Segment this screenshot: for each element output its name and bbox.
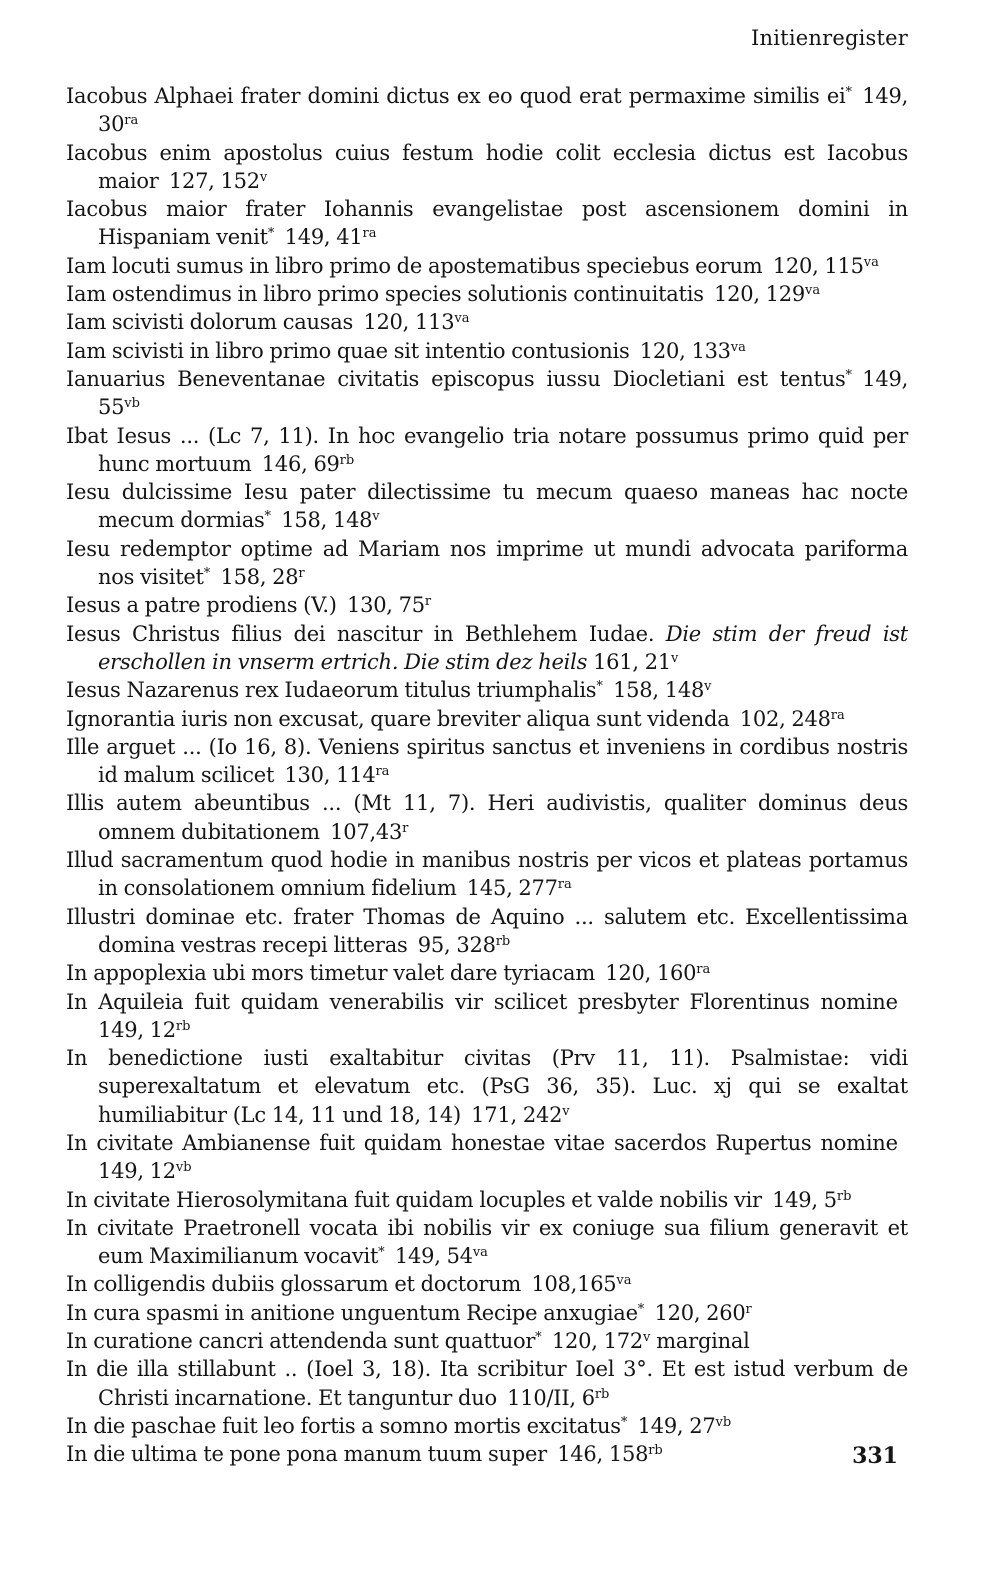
entry-text: Ianuarius Beneventanae civitatis episcopus iussu Diocletiani est tentus bbox=[66, 366, 846, 391]
asterisk-mark: * bbox=[596, 679, 603, 695]
folio-side-marker: vb bbox=[124, 396, 140, 412]
index-entry bbox=[66, 846, 908, 903]
entry-text: Illud sacramentum quod hodie in manibus nostris per vicos et plateas portamus in consolationem omnium fidelium bbox=[66, 848, 908, 901]
folio-side-marker: v bbox=[670, 650, 679, 666]
entry-text: Illis autem abeuntibus ... (Mt 11, 7). Heri audivistis, qualiter dominus deus omnem dubitationem bbox=[66, 791, 908, 844]
entry-text: In Aquileia fuit quidam venerabilis vir scilicet presbyter Florentinus nomine bbox=[66, 989, 898, 1014]
asterisk-mark: * bbox=[535, 1330, 542, 1346]
entry-reference: 130, 75 bbox=[346, 593, 425, 618]
folio-side-marker: ra bbox=[362, 226, 377, 242]
entry-reference: 149, 12 bbox=[98, 1017, 176, 1042]
entry-note: marginal bbox=[656, 1329, 750, 1354]
entry-reference: 120, 113 bbox=[363, 310, 455, 335]
entry-text: Iam ostendimus in libro primo species solutionis continuitatis bbox=[66, 282, 704, 307]
index-entry bbox=[66, 1186, 908, 1214]
asterisk-mark: * bbox=[267, 226, 275, 242]
folio-side-marker: v bbox=[642, 1330, 651, 1346]
entry-reference: 146, 158 bbox=[557, 1442, 649, 1467]
index-entry bbox=[66, 1299, 908, 1327]
entry-text: Iesus Nazarenus rex Iudaeorum titulus triumphalis bbox=[66, 678, 597, 703]
folio-side-marker: va bbox=[863, 254, 879, 270]
index-entry bbox=[66, 1270, 908, 1298]
folio-side-marker: rb bbox=[175, 1018, 191, 1034]
entry-text: In die ultima te pone pona manum tuum super bbox=[66, 1442, 547, 1467]
entry-text: In civitate Praetronell vocata ibi nobilis vir ex coniuge sua filium generavit et eum Maximilianum vocavit bbox=[66, 1215, 908, 1269]
entry-text: In die illa stillabunt .. (Ioel 3, 18). Ita scribitur Ioel 3°. Et est istud verbum de Christi incarnatione. Et tanguntur duo bbox=[66, 1357, 908, 1410]
folio-side-marker: r bbox=[424, 594, 432, 610]
entry-text: Iacobus Alphaei frater domini dictus ex eo quod erat permaxime similis ei bbox=[66, 84, 846, 108]
entry-italic-text: Die stim der freud ist erschollen in vnserm ertrich. Die stim dez heils bbox=[98, 621, 908, 674]
folio-side-marker: rb bbox=[836, 1188, 852, 1204]
entry-reference: 120, 133 bbox=[639, 338, 731, 363]
entry-text: Iesus Christus filius dei nascitur in Bethlehem Iudae. bbox=[66, 621, 655, 646]
index-entry bbox=[66, 535, 908, 592]
folio-side-marker: va bbox=[805, 283, 821, 299]
asterisk-mark: * bbox=[620, 1414, 628, 1430]
folio-side-marker: v bbox=[704, 679, 712, 695]
entry-reference: 120, 160 bbox=[605, 961, 697, 986]
asterisk-mark: * bbox=[378, 1245, 385, 1261]
index-entry bbox=[66, 478, 908, 535]
entry-reference: 149, 41 bbox=[284, 225, 363, 250]
index-entry bbox=[66, 1355, 908, 1412]
entry-text: In benedictione iusti exaltabitur civitas (Prv 11, 11). Psalmistae: vidi superexaltatum et elevatum etc. (PsG 36, 35). Luc. xj qui se exaltat humiliabitur (Lc 14, 11 und 18, 14) bbox=[66, 1046, 908, 1127]
entry-reference: 120, 260 bbox=[654, 1300, 746, 1325]
entry-reference: 161, 21 bbox=[593, 649, 671, 674]
asterisk-mark: * bbox=[845, 85, 852, 100]
entry-reference: 149, 55 bbox=[98, 366, 908, 420]
entry-reference: 149, 30 bbox=[98, 84, 908, 137]
index-entry bbox=[66, 903, 908, 960]
entry-text: In civitate Hierosolymitana fuit quidam locuples et valde nobilis vir bbox=[66, 1187, 762, 1212]
folio-side-marker: ra bbox=[696, 962, 711, 978]
index-entry bbox=[66, 195, 908, 252]
entry-reference: 120, 115 bbox=[772, 253, 864, 278]
folio-side-marker: v bbox=[562, 1103, 570, 1119]
entry-text: Iesu redemptor optime ad Mariam nos imprime ut mundi advocata pariforma nos visitet bbox=[66, 536, 908, 590]
folio-side-marker: v bbox=[259, 169, 268, 185]
folio-side-marker: va bbox=[616, 1273, 632, 1289]
index-entry bbox=[66, 591, 908, 619]
folio-side-marker: ra bbox=[375, 764, 390, 780]
entry-text: In die paschae fuit leo fortis a somno mortis excitatus bbox=[66, 1413, 621, 1438]
entry-reference: 130, 114 bbox=[284, 763, 376, 788]
folio-side-marker: rb bbox=[339, 452, 355, 468]
entry-reference: 127, 152 bbox=[168, 168, 260, 193]
index-entry bbox=[66, 676, 908, 704]
entry-text: In colligendis dubiis glossarum et doctorum bbox=[66, 1272, 522, 1297]
folio-side-marker: v bbox=[372, 509, 380, 525]
index-entries bbox=[66, 82, 908, 1469]
entry-reference: 120, 172 bbox=[551, 1329, 643, 1354]
entry-reference: 158, 148 bbox=[281, 508, 373, 533]
running-header: Initienregister bbox=[751, 26, 908, 50]
folio-side-marker: r bbox=[298, 566, 305, 582]
index-entry bbox=[66, 422, 908, 479]
index-entry bbox=[66, 789, 908, 846]
entry-text: Iesu dulcissime Iesu pater dilectissime tu mecum quaeso maneas hac nocte mecum dormias bbox=[66, 480, 908, 533]
entry-text: Ibat Iesus ... (Lc 7, 11). In hoc evangelio tria notare possumus primo quid per hunc mortuum bbox=[66, 423, 908, 476]
index-entry bbox=[66, 308, 908, 336]
folio-side-marker: vb bbox=[715, 1414, 732, 1430]
folio-side-marker: va bbox=[472, 1245, 488, 1261]
entry-reference: 102, 248 bbox=[739, 706, 831, 731]
index-entry bbox=[66, 82, 908, 139]
index-entry bbox=[66, 1129, 908, 1186]
entry-text: Ignorantia iuris non excusat, quare breviter aliqua sunt videnda bbox=[66, 706, 730, 731]
folio-side-marker: vb bbox=[175, 1160, 192, 1176]
index-entry bbox=[66, 705, 908, 733]
entry-text: In curatione cancri attendenda sunt quattuor bbox=[66, 1329, 536, 1354]
index-entry bbox=[66, 1412, 908, 1440]
folio-side-marker: rb bbox=[495, 933, 511, 949]
index-entry bbox=[66, 620, 908, 677]
entry-reference: 158, 148 bbox=[613, 678, 705, 703]
entry-reference: 145, 277 bbox=[466, 876, 558, 901]
entry-reference: 158, 28 bbox=[220, 565, 299, 590]
page-number: 331 bbox=[852, 1443, 898, 1469]
entry-reference: 149, 5 bbox=[772, 1187, 837, 1212]
entry-reference: 110/II, 6 bbox=[507, 1385, 595, 1410]
folio-side-marker: r bbox=[402, 820, 409, 836]
entry-text: Iam scivisti dolorum causas bbox=[66, 310, 354, 335]
asterisk-mark: * bbox=[637, 1301, 645, 1317]
entry-text: Iam scivisti in libro primo quae sit intentio contusionis bbox=[66, 338, 630, 363]
folio-side-marker: va bbox=[454, 311, 470, 327]
entry-reference: 95, 328 bbox=[417, 932, 496, 957]
entry-reference: 149, 27 bbox=[637, 1413, 716, 1438]
entry-text: Illustri dominae etc. frater Thomas de Aquino ... salutem etc. Excellentissima domina vestras recepi litteras bbox=[66, 904, 908, 957]
entry-text: In cura spasmi in anitione unguentum Recipe anxugiae bbox=[66, 1300, 638, 1325]
index-entry bbox=[66, 959, 908, 987]
asterisk-mark: * bbox=[264, 509, 272, 525]
entry-reference: 120, 129 bbox=[714, 282, 806, 307]
entry-text: In appoplexia ubi mors timetur valet dare tyriacam bbox=[66, 961, 595, 986]
index-entry bbox=[66, 733, 908, 790]
index-entry bbox=[66, 988, 908, 1045]
entry-text: Iacobus enim apostolus cuius festum hodie colit ecclesia dictus est Iacobus maior bbox=[66, 140, 908, 193]
folio-side-marker: rb bbox=[648, 1443, 663, 1459]
folio-side-marker: r bbox=[745, 1301, 752, 1317]
index-entry bbox=[66, 252, 908, 280]
entry-reference: 149, 54 bbox=[394, 1244, 473, 1269]
index-entry bbox=[66, 139, 908, 196]
entry-reference: 146, 69 bbox=[261, 451, 340, 476]
entry-text: Ille arguet ... (Io 16, 8). Veniens spiritus sanctus et inveniens in cordibus nostris id malum scilicet bbox=[66, 734, 908, 788]
entry-text: In civitate Ambianense fuit quidam honestae vitae sacerdos Rupertus nomine bbox=[66, 1130, 898, 1155]
index-entry bbox=[66, 1440, 908, 1468]
entry-text: Iam locuti sumus in libro primo de apostematibus speciebus eorum bbox=[66, 253, 763, 278]
entry-reference: 171, 242 bbox=[471, 1102, 563, 1127]
entry-text: Iesus a patre prodiens (V.) bbox=[66, 593, 337, 618]
asterisk-mark: * bbox=[203, 566, 211, 582]
folio-side-marker: ra bbox=[124, 113, 139, 129]
entry-reference: 107,43 bbox=[330, 819, 403, 844]
entry-reference: 149, 12 bbox=[98, 1159, 176, 1184]
folio-side-marker: rb bbox=[594, 1386, 610, 1402]
folio-side-marker: ra bbox=[830, 707, 845, 723]
index-entry bbox=[66, 365, 908, 422]
entry-reference: 108,165 bbox=[531, 1272, 617, 1297]
folio-side-marker: ra bbox=[557, 877, 572, 893]
asterisk-mark: * bbox=[845, 367, 852, 383]
folio-side-marker: va bbox=[730, 339, 746, 355]
index-entry bbox=[66, 1327, 908, 1355]
index-entry bbox=[66, 280, 908, 308]
index-entry bbox=[66, 337, 908, 365]
index-entry bbox=[66, 1214, 908, 1271]
index-entry bbox=[66, 1044, 908, 1129]
entry-text: Iacobus maior frater Iohannis evangelistae post ascensionem domini in Hispaniam venit bbox=[66, 197, 908, 250]
